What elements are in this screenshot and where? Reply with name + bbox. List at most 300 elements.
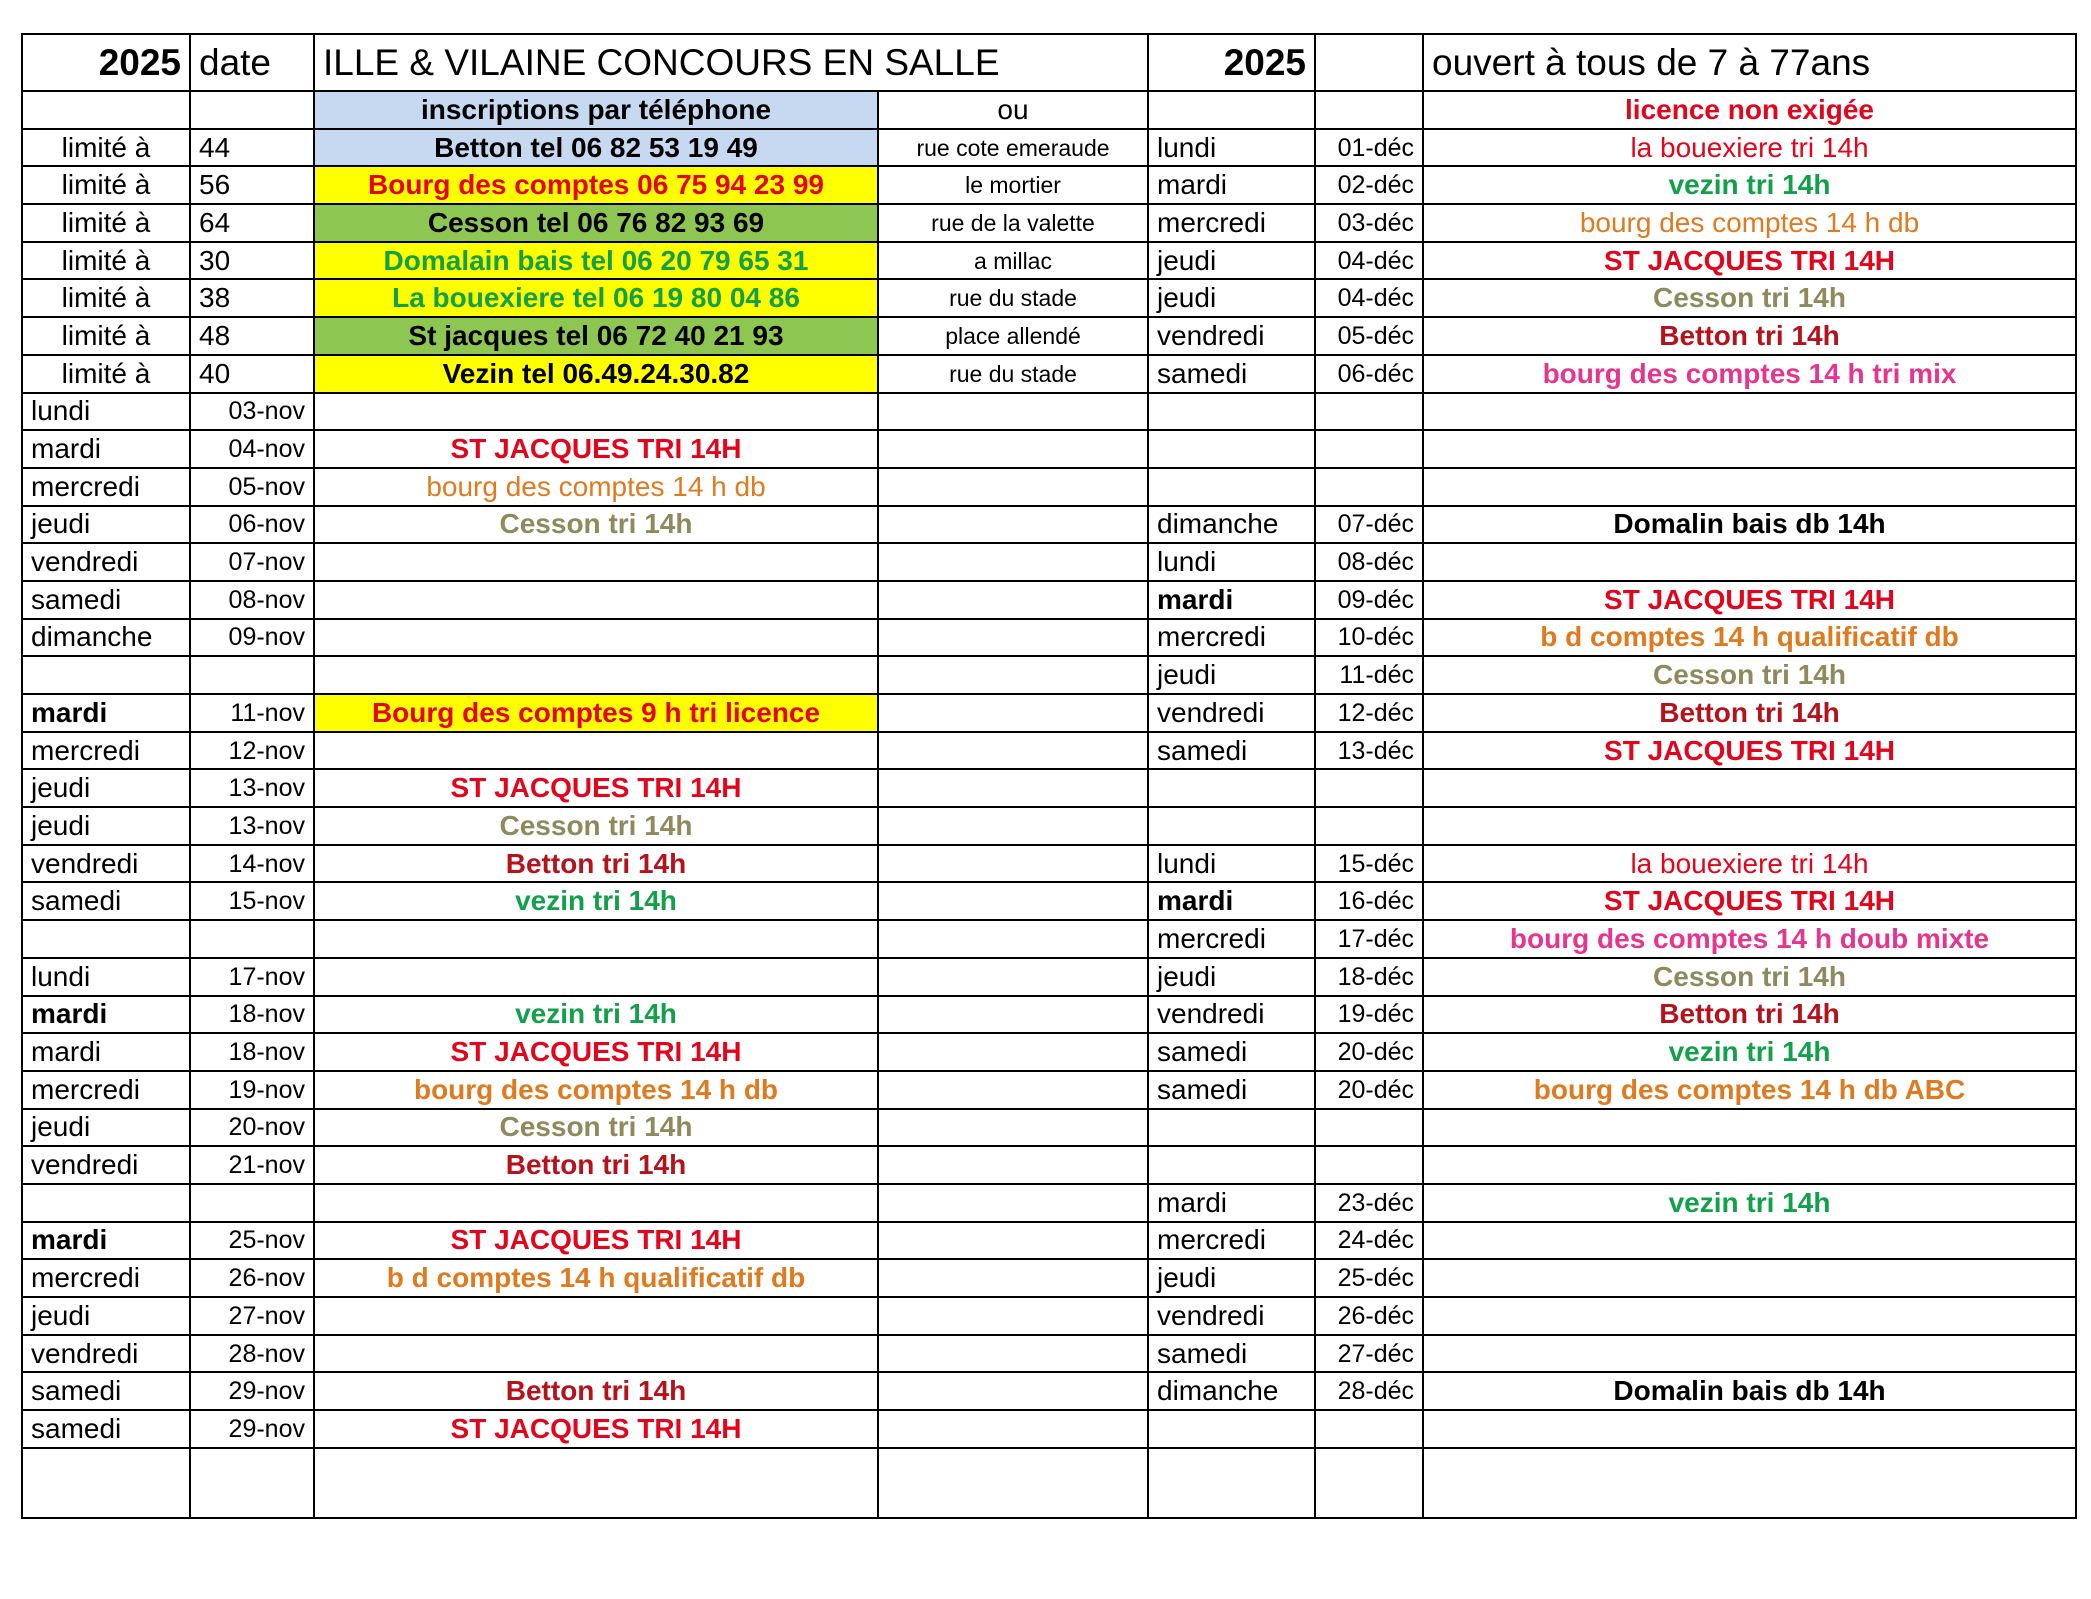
day-name: samedi xyxy=(1148,1033,1315,1071)
schedule-row xyxy=(22,807,2076,845)
day-name: mardi xyxy=(1148,581,1315,619)
schedule-row xyxy=(22,845,2076,883)
inscriptions-header: inscriptions par téléphone xyxy=(314,91,878,129)
sheet-body xyxy=(22,34,2076,1518)
date-value: 08-déc xyxy=(1315,543,1423,581)
date-value xyxy=(1315,468,1423,506)
day-name: samedi xyxy=(22,581,190,619)
event-cell: vezin tri 14h xyxy=(314,882,878,920)
event-cell: ST JACQUES TRI 14H xyxy=(314,769,878,807)
event-cell: Domalin bais db 14h xyxy=(1423,1372,2076,1410)
event-cell: ST JACQUES TRI 14H xyxy=(314,1222,878,1260)
day-name: mercredi xyxy=(22,468,190,506)
event-cell xyxy=(1423,1410,2076,1448)
schedule-row xyxy=(22,543,2076,581)
day-name: jeudi xyxy=(22,807,190,845)
day-name: samedi xyxy=(1148,1071,1315,1109)
event-cell xyxy=(1423,1146,2076,1184)
schedule-row xyxy=(22,656,2076,694)
day-name: samedi xyxy=(1148,732,1315,770)
event-cell: Cesson tri 14h xyxy=(314,1109,878,1147)
event-cell xyxy=(314,732,878,770)
limit-value: 56 xyxy=(190,166,314,204)
schedule-row xyxy=(22,430,2076,468)
event-cell: Cesson tri 14h xyxy=(314,506,878,544)
date-value xyxy=(1315,769,1423,807)
day-name: dimanche xyxy=(1148,506,1315,544)
empty-cell xyxy=(878,1146,1148,1184)
limit-label: limité à xyxy=(22,129,190,167)
event-cell: Cesson tri 14h xyxy=(1423,656,2076,694)
or-label: ou xyxy=(878,91,1148,129)
limit-label: limité à xyxy=(22,317,190,355)
event-cell xyxy=(1423,807,2076,845)
empty-cell xyxy=(1315,34,1423,91)
empty-cell xyxy=(878,996,1148,1034)
date-value: 04-déc xyxy=(1315,279,1423,317)
day-name: vendredi xyxy=(22,845,190,883)
event-cell xyxy=(314,1184,878,1222)
limit-label: limité à xyxy=(22,204,190,242)
date-value: 09-nov xyxy=(190,619,314,657)
event-cell xyxy=(1423,1297,2076,1335)
event-cell xyxy=(1423,393,2076,431)
day-name xyxy=(1148,468,1315,506)
date-value xyxy=(190,656,314,694)
schedule-row xyxy=(22,882,2076,920)
schedule-row xyxy=(22,1033,2076,1071)
date-value: 13-déc xyxy=(1315,732,1423,770)
schedule-row xyxy=(22,769,2076,807)
day-name: samedi xyxy=(1148,1335,1315,1373)
day-name: vendredi xyxy=(1148,996,1315,1034)
date-value xyxy=(1315,393,1423,431)
event-cell: la bouexiere tri 14h xyxy=(1423,845,2076,883)
event-cell: Bourg des comptes 9 h tri licence xyxy=(314,694,878,732)
event-cell xyxy=(314,619,878,657)
limit-value: 48 xyxy=(190,317,314,355)
date-value: 05-déc xyxy=(1315,317,1423,355)
subheader-row xyxy=(22,91,2076,129)
date-value xyxy=(1315,1109,1423,1147)
day-name xyxy=(1148,1146,1315,1184)
schedule-row xyxy=(22,958,2076,996)
limit-label: limité à xyxy=(22,279,190,317)
club-phone: St jacques tel 06 72 40 21 93 xyxy=(314,317,878,355)
day-name: mardi xyxy=(1148,166,1315,204)
date-value: 21-nov xyxy=(190,1146,314,1184)
date-value: 12-nov xyxy=(190,732,314,770)
date-value: 03-nov xyxy=(190,393,314,431)
club-address: rue cote emeraude xyxy=(878,129,1148,167)
limit-value: 44 xyxy=(190,129,314,167)
date-value: 28-déc xyxy=(1315,1372,1423,1410)
page-title: ILLE & VILAINE CONCOURS EN SALLE xyxy=(314,34,1148,91)
date-value: 04-déc xyxy=(1315,242,1423,280)
event-cell: ST JACQUES TRI 14H xyxy=(1423,732,2076,770)
day-name: lundi xyxy=(22,958,190,996)
day-name: vendredi xyxy=(22,1146,190,1184)
schedule-row xyxy=(22,1372,2076,1410)
date-value: 12-déc xyxy=(1315,694,1423,732)
event-cell: ST JACQUES TRI 14H xyxy=(1423,882,2076,920)
empty-cell xyxy=(878,656,1148,694)
day-name: samedi xyxy=(22,1410,190,1448)
day-name: vendredi xyxy=(22,543,190,581)
event-cell xyxy=(314,1335,878,1373)
schedule-sheet xyxy=(21,33,2077,1519)
empty-cell xyxy=(878,1448,1148,1518)
year-left: 2025 xyxy=(22,34,190,91)
day-name: mercredi xyxy=(1148,1222,1315,1260)
day-name: lundi xyxy=(22,393,190,431)
day-name xyxy=(22,1184,190,1222)
day-name: mardi xyxy=(22,694,190,732)
schedule-row xyxy=(22,1297,2076,1335)
date-value: 20-nov xyxy=(190,1109,314,1147)
day-name xyxy=(1148,1410,1315,1448)
event-cell: ST JACQUES TRI 14H xyxy=(1423,581,2076,619)
schedule-row xyxy=(22,581,2076,619)
event-cell: ST JACQUES TRI 14H xyxy=(314,430,878,468)
empty-cell xyxy=(878,1335,1148,1373)
date-value xyxy=(1315,807,1423,845)
empty-cell xyxy=(878,1222,1148,1260)
day-name: mardi xyxy=(22,1222,190,1260)
date-value: 03-déc xyxy=(1315,204,1423,242)
event-cell: Cesson tri 14h xyxy=(1423,279,2076,317)
schedule-row xyxy=(22,1146,2076,1184)
day-name: mercredi xyxy=(22,1259,190,1297)
limit-label: limité à xyxy=(22,166,190,204)
day-name: vendredi xyxy=(1148,317,1315,355)
club-phone: Domalain bais tel 06 20 79 65 31 xyxy=(314,242,878,280)
limit-label: limité à xyxy=(22,355,190,393)
limit-label: limité à xyxy=(22,242,190,280)
day-name xyxy=(22,656,190,694)
event-cell: b d comptes 14 h qualificatif db xyxy=(314,1259,878,1297)
empty-cell xyxy=(878,807,1148,845)
schedule-row xyxy=(22,393,2076,431)
event-cell: ST JACQUES TRI 14H xyxy=(314,1033,878,1071)
licence-note: licence non exigée xyxy=(1423,91,2076,129)
day-name: dimanche xyxy=(22,619,190,657)
day-name xyxy=(1148,769,1315,807)
date-value: 16-déc xyxy=(1315,882,1423,920)
empty-cell xyxy=(878,769,1148,807)
date-value: 04-nov xyxy=(190,430,314,468)
open-to-text: ouvert à tous de 7 à 77ans xyxy=(1423,34,2076,91)
limit-value: 38 xyxy=(190,279,314,317)
day-name: samedi xyxy=(1148,355,1315,393)
day-name: jeudi xyxy=(22,1109,190,1147)
date-value: 24-déc xyxy=(1315,1222,1423,1260)
date-value xyxy=(1315,1146,1423,1184)
event-cell: ST JACQUES TRI 14H xyxy=(314,1410,878,1448)
day-name: jeudi xyxy=(1148,958,1315,996)
club-row xyxy=(22,129,2076,167)
date-value xyxy=(1315,1410,1423,1448)
club-address: place allendé xyxy=(878,317,1148,355)
empty-cell xyxy=(878,1372,1148,1410)
event-cell xyxy=(1423,468,2076,506)
club-row xyxy=(22,242,2076,280)
date-value: 14-nov xyxy=(190,845,314,883)
empty-cell xyxy=(1315,91,1423,129)
event-cell xyxy=(1423,1259,2076,1297)
day-name: samedi xyxy=(22,1372,190,1410)
day-name: jeudi xyxy=(1148,1259,1315,1297)
event-cell: bourg des comptes 14 h db ABC xyxy=(1423,1071,2076,1109)
empty-cell xyxy=(878,430,1148,468)
event-cell: Betton tri 14h xyxy=(314,845,878,883)
limit-value: 64 xyxy=(190,204,314,242)
empty-cell xyxy=(878,732,1148,770)
schedule-row xyxy=(22,1109,2076,1147)
empty-cell xyxy=(1423,1448,2076,1518)
day-name: lundi xyxy=(1148,845,1315,883)
event-cell xyxy=(1423,769,2076,807)
club-row xyxy=(22,279,2076,317)
date-value xyxy=(1315,430,1423,468)
empty-cell xyxy=(878,468,1148,506)
event-cell xyxy=(314,393,878,431)
day-name: jeudi xyxy=(1148,242,1315,280)
date-value: 13-nov xyxy=(190,769,314,807)
empty-cell xyxy=(878,581,1148,619)
club-address: rue du stade xyxy=(878,355,1148,393)
event-cell xyxy=(1423,1109,2076,1147)
day-name: mercredi xyxy=(1148,204,1315,242)
empty-cell xyxy=(1148,91,1315,129)
event-cell: Betton tri 14h xyxy=(1423,317,2076,355)
schedule-row xyxy=(22,1410,2076,1448)
schedule-row xyxy=(22,1184,2076,1222)
day-name: samedi xyxy=(22,882,190,920)
date-value: 18-déc xyxy=(1315,958,1423,996)
date-value: 27-nov xyxy=(190,1297,314,1335)
schedule-row xyxy=(22,1222,2076,1260)
empty-cell xyxy=(878,1184,1148,1222)
date-value xyxy=(190,920,314,958)
date-value: 15-nov xyxy=(190,882,314,920)
date-value: 10-déc xyxy=(1315,619,1423,657)
schedule-row xyxy=(22,732,2076,770)
empty-cell xyxy=(878,958,1148,996)
empty-cell xyxy=(878,920,1148,958)
date-value: 17-nov xyxy=(190,958,314,996)
day-name: mercredi xyxy=(1148,619,1315,657)
empty-cell xyxy=(878,1071,1148,1109)
empty-cell xyxy=(22,91,190,129)
day-name: dimanche xyxy=(1148,1372,1315,1410)
date-value: 17-déc xyxy=(1315,920,1423,958)
date-value: 29-nov xyxy=(190,1410,314,1448)
day-name: jeudi xyxy=(1148,279,1315,317)
schedule-row xyxy=(22,1259,2076,1297)
event-cell xyxy=(314,1297,878,1335)
day-name: jeudi xyxy=(22,506,190,544)
date-value: 29-nov xyxy=(190,1372,314,1410)
year-right: 2025 xyxy=(1148,34,1315,91)
club-address: rue de la valette xyxy=(878,204,1148,242)
day-name: mardi xyxy=(1148,1184,1315,1222)
title-row xyxy=(22,34,2076,91)
day-name: lundi xyxy=(1148,129,1315,167)
event-cell: Domalin bais db 14h xyxy=(1423,506,2076,544)
date-header: date xyxy=(190,34,314,91)
empty-cell xyxy=(878,694,1148,732)
club-row xyxy=(22,355,2076,393)
schedule-row xyxy=(22,619,2076,657)
club-row xyxy=(22,317,2076,355)
empty-cell xyxy=(878,1033,1148,1071)
event-cell: Betton tri 14h xyxy=(314,1372,878,1410)
date-value: 19-déc xyxy=(1315,996,1423,1034)
day-name: mardi xyxy=(22,996,190,1034)
date-value: 01-déc xyxy=(1315,129,1423,167)
club-row xyxy=(22,204,2076,242)
date-value xyxy=(190,1184,314,1222)
event-cell: bourg des comptes 14 h db xyxy=(1423,204,2076,242)
empty-cell xyxy=(1315,1448,1423,1518)
date-value: 02-déc xyxy=(1315,166,1423,204)
empty-cell xyxy=(878,393,1148,431)
club-phone: Vezin tel 06.49.24.30.82 xyxy=(314,355,878,393)
date-value: 20-déc xyxy=(1315,1033,1423,1071)
empty-cell xyxy=(878,1259,1148,1297)
day-name: jeudi xyxy=(22,1297,190,1335)
day-name: vendredi xyxy=(1148,1297,1315,1335)
event-cell: b d comptes 14 h qualificatif db xyxy=(1423,619,2076,657)
event-cell: vezin tri 14h xyxy=(1423,166,2076,204)
club-phone: Cesson tel 06 76 82 93 69 xyxy=(314,204,878,242)
event-cell xyxy=(314,543,878,581)
empty-cell xyxy=(878,1410,1148,1448)
day-name xyxy=(1148,393,1315,431)
empty-cell xyxy=(878,619,1148,657)
club-phone: Bourg des comptes 06 75 94 23 99 xyxy=(314,166,878,204)
event-cell xyxy=(314,958,878,996)
date-value: 11-nov xyxy=(190,694,314,732)
date-value: 27-déc xyxy=(1315,1335,1423,1373)
date-value: 13-nov xyxy=(190,807,314,845)
schedule-row xyxy=(22,694,2076,732)
date-value: 25-nov xyxy=(190,1222,314,1260)
event-cell xyxy=(1423,430,2076,468)
empty-cell xyxy=(878,543,1148,581)
empty-cell xyxy=(190,91,314,129)
event-cell: bourg des comptes 14 h tri mix xyxy=(1423,355,2076,393)
day-name: jeudi xyxy=(22,769,190,807)
date-value: 07-déc xyxy=(1315,506,1423,544)
event-cell: vezin tri 14h xyxy=(1423,1184,2076,1222)
empty-cell xyxy=(190,1448,314,1518)
day-name xyxy=(1148,430,1315,468)
event-cell: ST JACQUES TRI 14H xyxy=(1423,242,2076,280)
day-name xyxy=(22,920,190,958)
empty-row xyxy=(22,1448,2076,1518)
date-value: 09-déc xyxy=(1315,581,1423,619)
event-cell: Betton tri 14h xyxy=(1423,694,2076,732)
day-name: vendredi xyxy=(1148,694,1315,732)
event-cell xyxy=(314,581,878,619)
empty-cell xyxy=(878,845,1148,883)
date-value: 11-déc xyxy=(1315,656,1423,694)
event-cell xyxy=(314,656,878,694)
day-name xyxy=(1148,807,1315,845)
day-name xyxy=(1148,1109,1315,1147)
date-value: 26-nov xyxy=(190,1259,314,1297)
schedule-row xyxy=(22,996,2076,1034)
event-cell: Cesson tri 14h xyxy=(314,807,878,845)
club-phone: La bouexiere tel 06 19 80 04 86 xyxy=(314,279,878,317)
event-cell: vezin tri 14h xyxy=(314,996,878,1034)
schedule-row xyxy=(22,1335,2076,1373)
event-cell: la bouexiere tri 14h xyxy=(1423,129,2076,167)
event-cell: bourg des comptes 14 h doub mixte xyxy=(1423,920,2076,958)
day-name: mardi xyxy=(22,1033,190,1071)
event-cell: Betton tri 14h xyxy=(1423,996,2076,1034)
day-name: mardi xyxy=(22,430,190,468)
club-address: le mortier xyxy=(878,166,1148,204)
empty-cell xyxy=(878,506,1148,544)
empty-cell xyxy=(22,1448,190,1518)
date-value: 06-déc xyxy=(1315,355,1423,393)
date-value: 06-nov xyxy=(190,506,314,544)
empty-cell xyxy=(1148,1448,1315,1518)
date-value: 25-déc xyxy=(1315,1259,1423,1297)
schedule-row xyxy=(22,1071,2076,1109)
date-value: 15-déc xyxy=(1315,845,1423,883)
club-address: rue du stade xyxy=(878,279,1148,317)
club-row xyxy=(22,166,2076,204)
empty-cell xyxy=(878,1109,1148,1147)
date-value: 20-déc xyxy=(1315,1071,1423,1109)
date-value: 05-nov xyxy=(190,468,314,506)
schedule-row xyxy=(22,920,2076,958)
date-value: 18-nov xyxy=(190,1033,314,1071)
event-cell: bourg des comptes 14 h db xyxy=(314,468,878,506)
day-name: mercredi xyxy=(22,1071,190,1109)
event-cell xyxy=(1423,1222,2076,1260)
schedule-row xyxy=(22,506,2076,544)
date-value: 28-nov xyxy=(190,1335,314,1373)
event-cell xyxy=(314,920,878,958)
day-name: jeudi xyxy=(1148,656,1315,694)
club-address: a millac xyxy=(878,242,1148,280)
schedule-row xyxy=(22,468,2076,506)
day-name: vendredi xyxy=(22,1335,190,1373)
date-value: 18-nov xyxy=(190,996,314,1034)
event-cell: bourg des comptes 14 h db xyxy=(314,1071,878,1109)
event-cell: Betton tri 14h xyxy=(314,1146,878,1184)
event-cell xyxy=(1423,543,2076,581)
date-value: 23-déc xyxy=(1315,1184,1423,1222)
limit-value: 40 xyxy=(190,355,314,393)
date-value: 08-nov xyxy=(190,581,314,619)
limit-value: 30 xyxy=(190,242,314,280)
empty-cell xyxy=(878,1297,1148,1335)
event-cell xyxy=(1423,1335,2076,1373)
date-value: 19-nov xyxy=(190,1071,314,1109)
date-value: 07-nov xyxy=(190,543,314,581)
day-name: mercredi xyxy=(1148,920,1315,958)
day-name: mercredi xyxy=(22,732,190,770)
empty-cell xyxy=(314,1448,878,1518)
event-cell: Cesson tri 14h xyxy=(1423,958,2076,996)
date-value: 26-déc xyxy=(1315,1297,1423,1335)
